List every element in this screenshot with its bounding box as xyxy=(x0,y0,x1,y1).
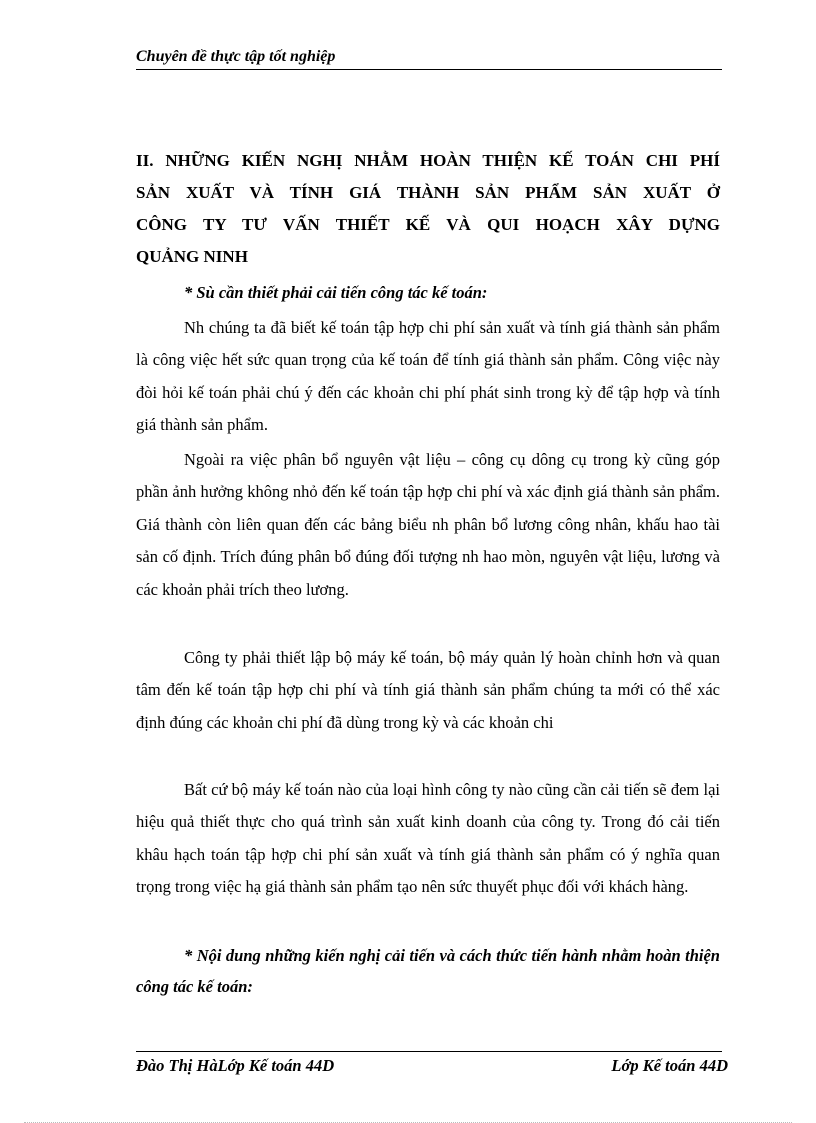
paragraph: Bất cứ bộ máy kế toán nào của loại hình công ty nào cũng cần cải tiến sẽ đem lại hiệu quả thiết thực cho quá trình sản xuất kinh doanh của công ty. Trong đó cải tiến khâu hạch toán tập hợp chi phí sản xuất và tính giá thành sản phẩm có ý nghĩa quan trọng trong việc hạ giá thành sản phẩm tạo nên sức thuyết phục đối với khách hàng. xyxy=(136,780,720,897)
section-title-line: II. NHỮNG KIẾN NGHỊ NHẰM HOÀN THIỆN KẾ TOÁN CHI PHÍ xyxy=(136,151,720,170)
paragraph: Ngoài ra việc phân bổ nguyên vật liệu – công cụ dông cụ trong kỳ cũng góp phần ảnh hưởng không nhỏ đến kế toán tập hợp chi phí và xác định giá thành sản phẩm. Giá thành còn liên quan đến các bảng biểu nh phân bổ lương công nhân, khấu hao tài sản cố định. Trích đúng phân bổ đúng đối tượng nh hao mòn, nguyên vật liệu, lương và các khoản phải trích theo lương. xyxy=(136,450,720,599)
section-title-line: QUẢNG NINH xyxy=(136,247,248,266)
section-title-line: CÔNG TY TƯ VẤN THIẾT KẾ VÀ QUI HOẠCH XÂY DỰNG xyxy=(136,215,720,234)
footer-divider xyxy=(136,1051,722,1052)
paragraph: Nh chúng ta đã biết kế toán tập hợp chi phí sản xuất và tính giá thành sản phẩm là công việc hết sức quan trọng của kế toán để tính giá thành sản phẩm. Công việc này đòi hỏi kế toán phải chú ý đến các khoản chi phí phát sinh trong kỳ để tập hợp và tính giá thành sản phẩm. xyxy=(136,318,720,435)
footer-author: Đào Thị HàLớp Kế toán 44D xyxy=(136,1056,335,1075)
subheading-necessity: * Sù cần thiết phải cải tiến công tác kế toán: xyxy=(184,283,488,302)
page-header xyxy=(136,48,722,70)
section-title xyxy=(136,145,720,273)
paragraph: Công ty phải thiết lập bộ máy kế toán, bộ máy quản lý hoàn chỉnh hơn và quan tâm đến kế toán tập hợp chi phí và tính giá thành sản phẩm chúng ta mới có thể xác định đúng các khoản chi phí đã dùng trong kỳ và các khoản chi xyxy=(136,648,720,732)
subheading-recommendations: * Nội dung những kiến nghị cải tiến và cách thức tiến hành nhằm hoàn thiện công tác kế toán: xyxy=(136,946,720,996)
header-title: Chuyên đề thực tập tốt nghiệp xyxy=(136,48,336,65)
section-title-line: SẢN XUẤT VÀ TÍNH GIÁ THÀNH SẢN PHẨM SẢN XUẤT Ở xyxy=(136,183,720,202)
footer-class: Lớp Kế toán 44D xyxy=(611,1056,728,1075)
